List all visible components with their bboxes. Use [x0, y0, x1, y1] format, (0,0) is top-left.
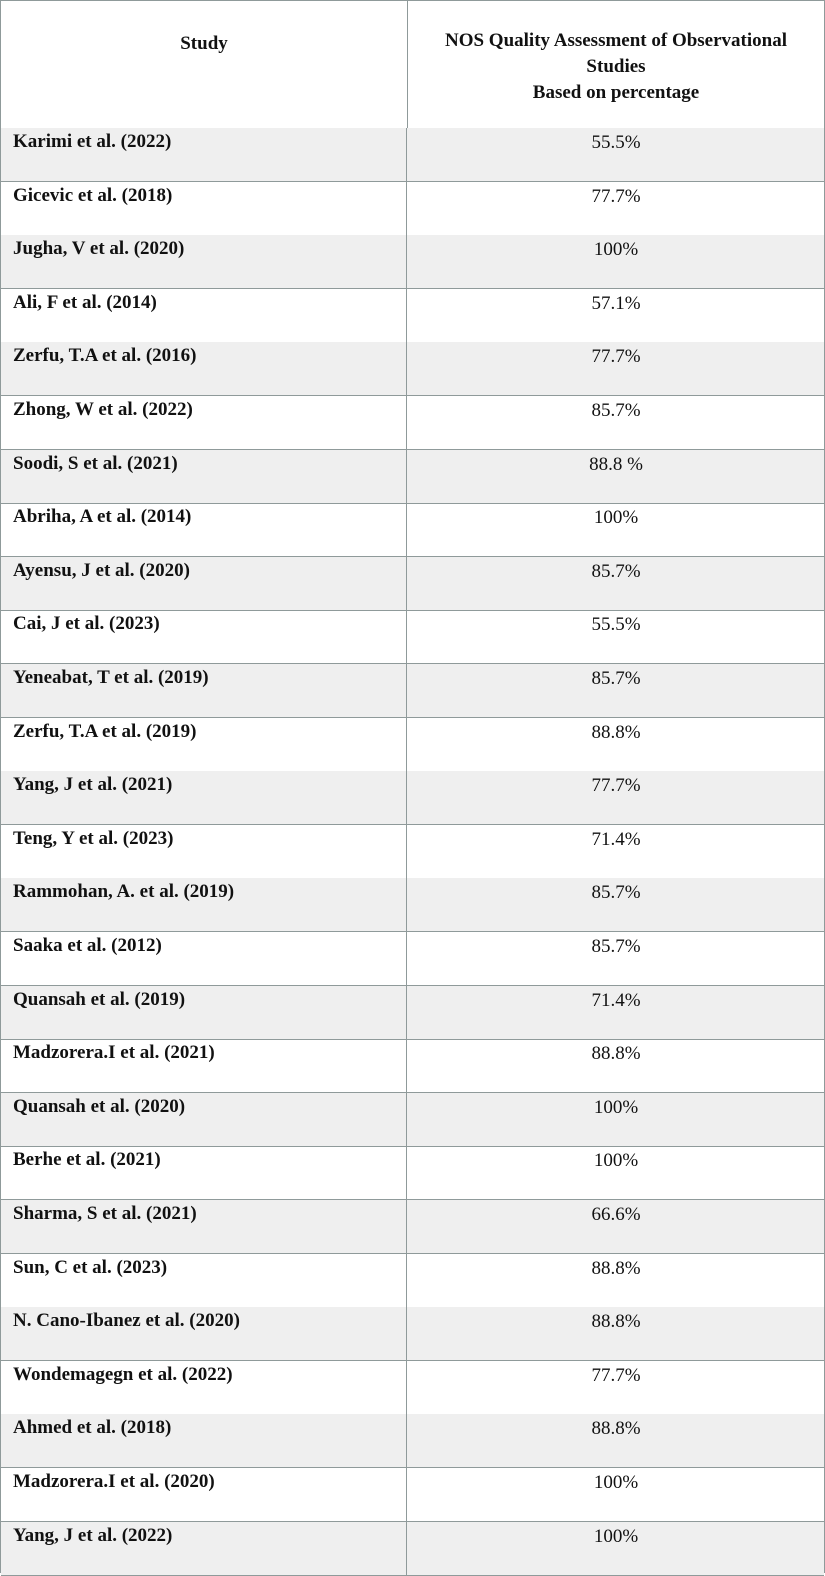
study-cell: Berhe et al. (2021): [1, 1146, 407, 1199]
study-cell: Zhong, W et al. (2022): [1, 396, 407, 449]
table-row: [1, 1414, 824, 1468]
study-cell: Yang, J et al. (2021): [1, 771, 407, 824]
score-cell: 85.7%: [591, 561, 641, 582]
table-row: [1, 1039, 824, 1093]
table-row: [1, 610, 824, 664]
table-row: [1, 396, 824, 450]
study-cell: Zerfu, T.A et al. (2019): [1, 718, 407, 771]
study-cell: Soodi, S et al. (2021): [1, 450, 407, 503]
study-cell: N. Cano-Ibanez et al. (2020): [1, 1307, 407, 1360]
study-cell: Ayensu, J et al. (2020): [1, 557, 407, 610]
table-row: [1, 450, 824, 504]
score-cell: 57.1%: [591, 293, 641, 314]
table-row: [1, 1093, 824, 1147]
header-score-label: NOS Quality Assessment of Observational Studies Based on percentage: [444, 30, 788, 103]
study-cell: Wondemagegn et al. (2022): [1, 1361, 407, 1414]
score-cell: 77.7%: [591, 1365, 641, 1386]
score-cell: 71.4%: [591, 829, 641, 850]
score-cell: 85.7%: [591, 400, 641, 421]
study-cell: Madzorera.I et al. (2021): [1, 1039, 407, 1092]
study-cell: Yang, J et al. (2022): [1, 1522, 407, 1575]
study-cell: Karimi et al. (2022): [1, 128, 407, 181]
score-cell: 71.4%: [591, 990, 641, 1011]
table-row: [1, 1307, 824, 1361]
study-cell: Rammohan, A. et al. (2019): [1, 878, 407, 931]
score-cell: 100%: [593, 1472, 639, 1493]
table-row: [1, 1146, 824, 1200]
score-cell: 100%: [593, 507, 639, 528]
table-row: [1, 342, 824, 396]
score-cell: 88.8%: [591, 1258, 641, 1279]
study-cell: Ahmed et al. (2018): [1, 1414, 407, 1467]
score-cell: 88.8%: [591, 1418, 641, 1439]
study-cell: Gicevic et al. (2018): [1, 182, 407, 235]
study-cell: Zerfu, T.A et al. (2016): [1, 342, 407, 395]
table-row: [1, 718, 824, 772]
table-row: [1, 235, 824, 289]
study-cell: Jugha, V et al. (2020): [1, 235, 407, 288]
study-cell: Yeneabat, T et al. (2019): [1, 664, 407, 717]
table-row: [1, 503, 824, 557]
score-cell: 77.7%: [591, 346, 641, 367]
score-cell: 100%: [593, 1150, 639, 1171]
score-cell: 77.7%: [591, 775, 641, 796]
study-cell: Sun, C et al. (2023): [1, 1254, 407, 1307]
table-row: [1, 986, 824, 1040]
score-cell: 100%: [593, 1526, 639, 1547]
header-study-label: Study: [180, 33, 228, 54]
score-cell: 85.7%: [591, 882, 641, 903]
table-row: [1, 825, 824, 879]
table-row: [1, 1361, 824, 1415]
study-cell: Teng, Y et al. (2023): [1, 825, 407, 878]
score-cell: 100%: [593, 1097, 639, 1118]
table-row: [1, 1522, 824, 1576]
table-row: [1, 878, 824, 932]
study-cell: Saaka et al. (2012): [1, 932, 407, 985]
table-row: [1, 1468, 824, 1522]
study-cell: Quansah et al. (2019): [1, 986, 407, 1039]
table-row: [1, 771, 824, 825]
table-row: [1, 128, 824, 182]
header-cell-study: [1, 1, 408, 128]
header-cell-score: [408, 1, 824, 128]
score-cell: 85.7%: [591, 936, 641, 957]
study-cell: Quansah et al. (2020): [1, 1093, 407, 1146]
score-cell: 66.6%: [591, 1204, 641, 1225]
table-header-row: [1, 1, 824, 129]
study-cell: Cai, J et al. (2023): [1, 610, 407, 663]
score-cell: 55.5%: [591, 614, 641, 635]
table-row: [1, 182, 824, 236]
score-cell: 55.5%: [591, 132, 641, 153]
score-cell: 88.8%: [591, 1311, 641, 1332]
score-cell: 100%: [593, 239, 639, 260]
table-row: [1, 289, 824, 343]
score-cell: 88.8%: [591, 1043, 641, 1064]
score-cell: 88.8%: [591, 722, 641, 743]
study-cell: Ali, F et al. (2014): [1, 289, 407, 342]
table-row: [1, 557, 824, 611]
table-row: [1, 1254, 824, 1308]
score-cell: 85.7%: [591, 668, 641, 689]
table-row: [1, 664, 824, 718]
study-cell: Madzorera.I et al. (2020): [1, 1468, 407, 1521]
score-cell: 88.8 %: [589, 454, 643, 475]
table-row: [1, 1200, 824, 1254]
study-cell: Abriha, A et al. (2014): [1, 503, 407, 556]
study-cell: Sharma, S et al. (2021): [1, 1200, 407, 1253]
table-row: [1, 932, 824, 986]
score-cell: 77.7%: [591, 186, 641, 207]
